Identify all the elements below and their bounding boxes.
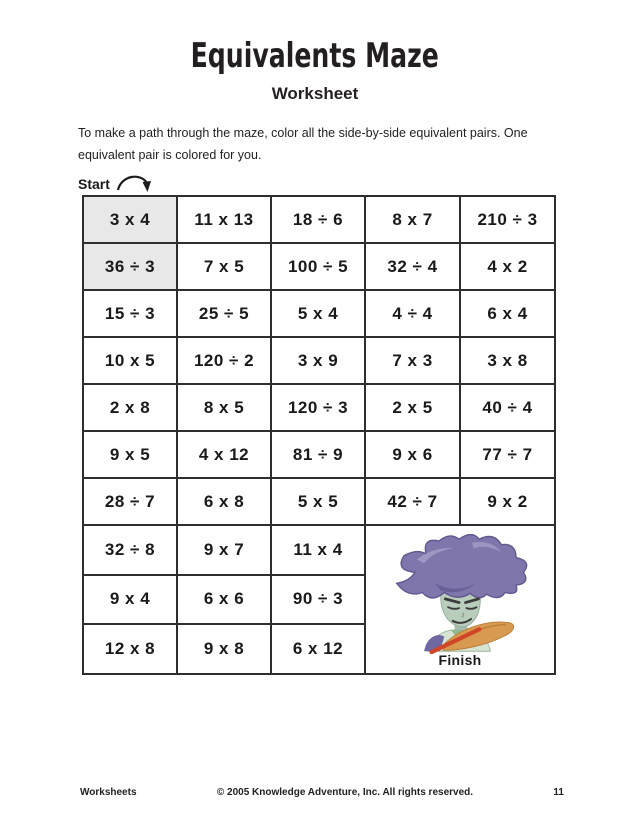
maze-cell[interactable]: 6 x 8 (177, 478, 271, 525)
maze-cell[interactable]: 40 ÷ 4 (460, 384, 555, 431)
start-indicator (78, 174, 630, 195)
maze-cell[interactable]: 90 ÷ 3 (271, 575, 365, 625)
maze-row-1 (83, 196, 555, 243)
maze-row-2 (83, 243, 555, 290)
maze-cell[interactable]: 42 ÷ 7 (365, 478, 460, 525)
maze-cell[interactable]: 2 x 8 (83, 384, 177, 431)
maze-cell[interactable]: 3 x 8 (460, 337, 555, 384)
maze-cell[interactable]: 8 x 7 (365, 196, 460, 243)
maze-cell-start[interactable]: 3 x 4 (83, 196, 177, 243)
start-arrow-icon (115, 171, 157, 195)
maze-cell[interactable]: 100 ÷ 5 (271, 243, 365, 290)
maze-cell[interactable]: 11 x 4 (271, 525, 365, 575)
maze-cell[interactable]: 6 x 4 (460, 290, 555, 337)
maze-cell[interactable]: 4 x 2 (460, 243, 555, 290)
footer-page-number: 11 (553, 787, 564, 798)
finish-label: Finish (438, 652, 482, 668)
maze-cell[interactable]: 81 ÷ 9 (271, 431, 365, 478)
start-label: Start (78, 176, 110, 192)
finish-character-illustration (377, 530, 543, 654)
maze-cell[interactable]: 210 ÷ 3 (460, 196, 555, 243)
maze-cell[interactable]: 9 x 6 (365, 431, 460, 478)
maze-cell[interactable]: 7 x 5 (177, 243, 271, 290)
maze-cell[interactable]: 9 x 7 (177, 525, 271, 575)
worksheet-page (0, 36, 630, 824)
maze-cell[interactable]: 8 x 5 (177, 384, 271, 431)
maze-cell[interactable]: 6 x 12 (271, 624, 365, 674)
maze-cell[interactable]: 9 x 4 (83, 575, 177, 625)
maze-cell[interactable]: 28 ÷ 7 (83, 478, 177, 525)
maze-cell[interactable]: 9 x 5 (83, 431, 177, 478)
maze-cell[interactable]: 2 x 5 (365, 384, 460, 431)
maze-cell[interactable]: 25 ÷ 5 (177, 290, 271, 337)
page-subtitle: Worksheet (271, 84, 359, 103)
maze-row-6 (83, 431, 555, 478)
maze-row-5 (83, 384, 555, 431)
maze-row-7 (83, 478, 555, 525)
maze-cell[interactable]: 11 x 13 (177, 196, 271, 243)
maze-cell[interactable]: 120 ÷ 3 (271, 384, 365, 431)
maze-cell[interactable]: 10 x 5 (83, 337, 177, 384)
maze-row-8 (83, 525, 555, 575)
maze-cell[interactable]: 5 x 4 (271, 290, 365, 337)
maze-cell[interactable]: 32 ÷ 4 (365, 243, 460, 290)
footer-copyright: © 2005 Knowledge Adventure, Inc. All rights reserved. (216, 787, 474, 798)
instructions-text: To make a path through the maze, color all the side-by-side equivalent pairs. One equivalent pair is colored for you. (78, 126, 528, 162)
maze-row-3 (83, 290, 555, 337)
maze-cell[interactable]: 9 x 2 (460, 478, 555, 525)
footer-section-label: Worksheets (80, 787, 137, 798)
finish-cell (365, 525, 555, 674)
maze-cell[interactable]: 3 x 9 (271, 337, 365, 384)
maze-cell[interactable]: 18 ÷ 6 (271, 196, 365, 243)
maze-row-4 (83, 337, 555, 384)
maze-cell[interactable]: 6 x 6 (177, 575, 271, 625)
maze-cell[interactable]: 77 ÷ 7 (460, 431, 555, 478)
maze-cell[interactable]: 9 x 8 (177, 624, 271, 674)
maze-cell[interactable]: 7 x 3 (365, 337, 460, 384)
maze-cell[interactable]: 15 ÷ 3 (83, 290, 177, 337)
page-footer (80, 787, 564, 798)
maze-cell-colored[interactable]: 36 ÷ 3 (83, 243, 177, 290)
maze-cell[interactable]: 4 x 12 (177, 431, 271, 478)
page-title: Equivalents Maze (190, 36, 440, 76)
maze-cell[interactable]: 32 ÷ 8 (83, 525, 177, 575)
maze-cell[interactable]: 120 ÷ 2 (177, 337, 271, 384)
maze-cell[interactable]: 12 x 8 (83, 624, 177, 674)
maze-cell[interactable]: 5 x 5 (271, 478, 365, 525)
maze-cell[interactable]: 4 ÷ 4 (365, 290, 460, 337)
maze-grid (82, 195, 556, 675)
